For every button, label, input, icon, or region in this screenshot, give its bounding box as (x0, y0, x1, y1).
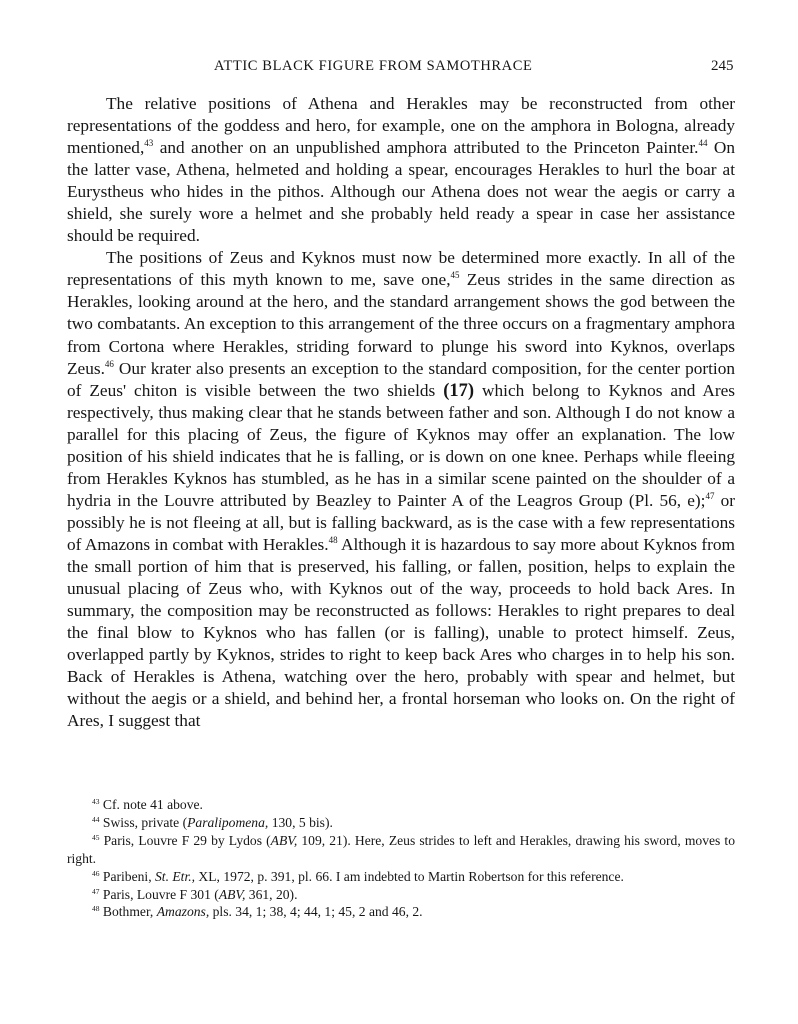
footnote-text: 109, 21). Here, Zeus strides to left and Herakles, drawing his sword, moves to right. (67, 832, 736, 866)
footnote-number: 44 (92, 814, 100, 824)
text-run: which belong to Kyknos and Ares respectively, thus making clear that he stands between father and son. Although I do not know a parallel for this placing of Zeus, the figure of Kyknos may offer an explanation. The low position of his shield indicates that he is falling, or is down on one knee. Perhaps while fleeing from Herakles Kyknos has stumbled, as he has in a similar scene painted on the shoulder of a hydria in the Louvre attributed by Beazley to Painter A of the Leagros Group (Pl. 56, e); (67, 380, 735, 510)
text-run: or possibly he is not fleeing at all, but is falling backward, as is the case with a few representations of Amazons in combat with Herakles. (67, 490, 736, 554)
footnote-number: 48 (92, 904, 100, 914)
footnote-47 (67, 886, 735, 904)
footnote-number: 46 (92, 868, 100, 878)
footnotes (67, 796, 735, 921)
footnote-citation-title: ABV, (218, 886, 246, 902)
footnote-text: Bothmer, (99, 904, 157, 920)
footnote-ref-44: 44 (698, 138, 708, 149)
footnote-48 (67, 903, 735, 921)
footnote-text: Cf. note 41 above. (99, 797, 203, 812)
footnote-43 (67, 796, 735, 814)
footnote-text: Swiss, private ( (99, 814, 188, 830)
figure-reference: (17) (443, 380, 475, 401)
paragraph-2 (67, 247, 735, 732)
footnote-citation-title: ABV, (270, 832, 298, 848)
footnote-ref-45: 45 (450, 270, 460, 281)
footnote-45 (67, 832, 735, 868)
text-run: The relative positions of Athena and Herakles may be reconstructed from other representations of the goddess and hero, for example, one on the amphora in Bologna, already mentioned, (67, 94, 735, 158)
footnote-ref-43: 43 (144, 138, 154, 149)
page-number: 245 (711, 58, 734, 74)
paragraph-1 (67, 93, 735, 247)
running-header (0, 58, 798, 80)
text-run: Zeus strides in the same direction as Herakles, looking around at the hero, and the standard arrangement shows the god between the two combatants. An exception to this arrangement of the three occurs on a fragmentary amphora from Cortona where Herakles, striding forward to plunge his sword into Kyknos, overlaps Zeus. (67, 270, 735, 378)
footnote-number: 47 (92, 886, 100, 896)
footnote-text: 130, 5 bis). (268, 814, 333, 830)
footnote-44 (67, 814, 735, 832)
footnote-text: Paris, Louvre F 29 by Lydos ( (99, 832, 271, 848)
footnote-ref-48: 48 (328, 534, 338, 545)
footnote-citation-title: Amazons, (156, 904, 210, 920)
body-text (67, 93, 735, 732)
text-run: and another on an unpublished amphora attributed to the Princeton Painter. (153, 138, 699, 158)
footnote-citation-title: St. Etr., (155, 868, 196, 884)
footnote-text: 361, 20). (245, 886, 298, 902)
running-title: ATTIC BLACK FIGURE FROM SAMOTHRACE (214, 58, 533, 74)
footnote-citation-title: Paralipomena, (187, 814, 269, 830)
text-run: On the latter vase, Athena, helmeted and holding a spear, encourages Herakles to hurl the boar at Eurystheus who hides in the pithos. Although our Athena does not wear the aegis or carry a shield, she surely wore a helmet and she probably held ready a spear in case her assistance should be required. (67, 138, 735, 246)
footnote-number: 43 (92, 797, 100, 806)
text-run: Our krater also presents an exception to the standard composition, for the center portion of Zeus' chiton is visible between the two shields (67, 358, 735, 400)
footnote-text: XL, 1972, p. 391, pl. 66. I am indebted to Martin Robertson for this reference. (195, 868, 624, 884)
footnote-text: Paris, Louvre F 301 ( (99, 886, 219, 902)
footnote-text: Paribeni, (99, 868, 155, 884)
text-run: Although it is hazardous to say more about Kyknos from the small portion of him that is preserved, his falling, or fallen, position, helps to explain the unusual placing of Zeus who, with Kyknos out of the way, proceeds to hold back Ares. In summary, the composition may be reconstructed as follows: Herakles to right prepares to deal the final blow to Kyknos who has fallen (or is falling), unable to protect himself. Zeus, overlapped partly by Kyknos, strides to right to keep back Ares who charges in to help his son. Back of Herakles is Athena, watching over the hero, probably with spear and helmet, but without the aegis or a shield, and behind her, a frontal horseman who looks on. On the right of Ares, I suggest that (67, 534, 735, 731)
footnote-46 (67, 868, 735, 886)
footnote-ref-46: 46 (104, 358, 114, 369)
text-run: The positions of Zeus and Kyknos must now be determined more exactly. In all of the representations of this myth known to me, save one, (67, 248, 735, 290)
footnote-ref-47: 47 (705, 490, 715, 501)
footnote-text: pls. 34, 1; 38, 4; 44, 1; 45, 2 and 46, 2. (209, 904, 423, 920)
footnote-number: 45 (92, 832, 100, 842)
